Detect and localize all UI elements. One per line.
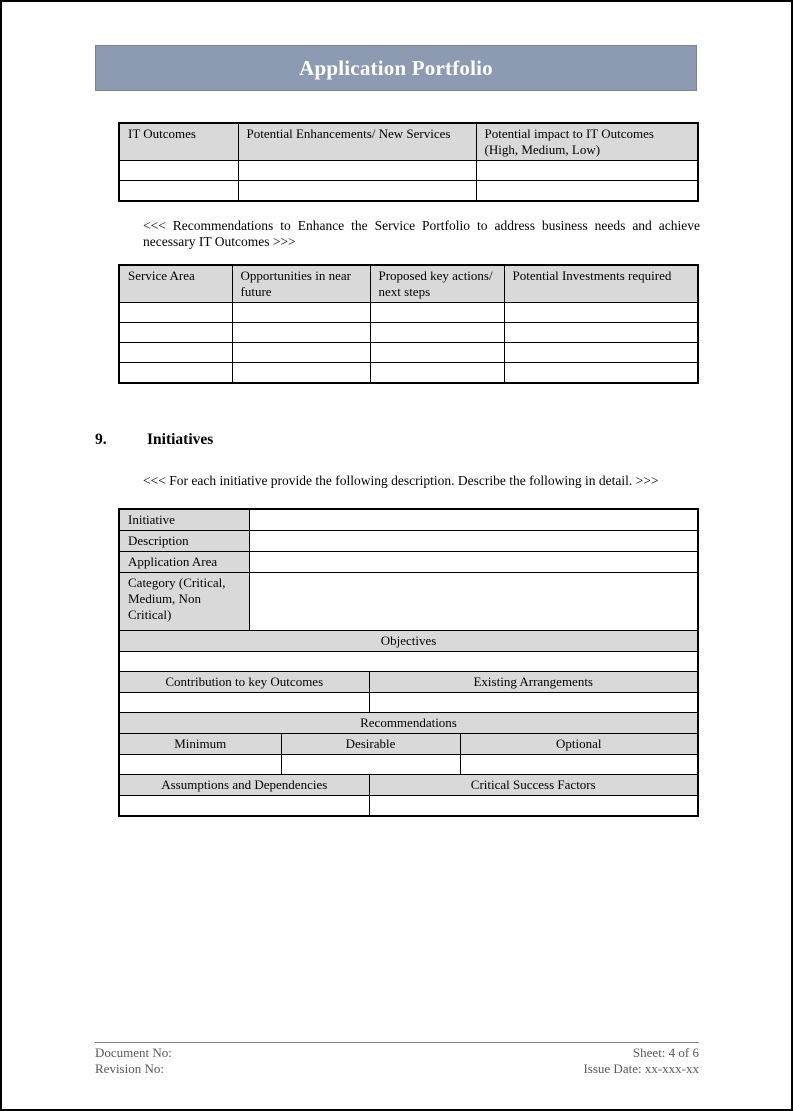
empty-cell[interactable] [119, 323, 232, 343]
empty-cell[interactable] [238, 161, 476, 181]
empty-cell[interactable] [369, 693, 698, 713]
empty-cell[interactable] [460, 755, 698, 775]
empty-cell[interactable] [249, 509, 698, 531]
initiatives-note: <<< For each initiative provide the following description. Describe the following in detail. >>> [143, 473, 659, 488]
revision-no-label: Revision No: [95, 1060, 164, 1076]
empty-cell[interactable] [249, 573, 698, 631]
table-header-row [119, 265, 698, 303]
table-row [119, 181, 698, 201]
section-heading-initiatives [95, 431, 213, 449]
title-banner [95, 45, 697, 91]
column-header-minimum: Minimum [119, 734, 281, 755]
table-row [119, 652, 698, 672]
empty-cell[interactable] [370, 303, 504, 323]
empty-cell[interactable] [504, 343, 698, 363]
column-header: Opportunities in near future [232, 265, 370, 303]
empty-cell[interactable] [119, 693, 369, 713]
empty-cell[interactable] [369, 796, 698, 816]
table-row [119, 734, 698, 755]
empty-cell[interactable] [119, 181, 238, 201]
section-number: 9. [95, 431, 107, 448]
table-row [119, 672, 698, 693]
table-row [119, 343, 698, 363]
footer-left [95, 1045, 172, 1076]
table-row [119, 323, 698, 343]
empty-cell[interactable] [249, 531, 698, 552]
column-header: Potential Enhancements/ New Services [238, 123, 476, 161]
empty-cell[interactable] [249, 552, 698, 573]
section-header-assumptions: Assumptions and Dependencies [119, 775, 369, 796]
table-row [119, 775, 698, 796]
table-row [119, 303, 698, 323]
row-label-description: Description [119, 531, 249, 552]
table-row [119, 531, 698, 552]
empty-cell[interactable] [119, 755, 281, 775]
table-row [119, 161, 698, 181]
page-footer [95, 1042, 699, 1076]
section-title: Initiatives [147, 431, 214, 448]
row-label-category: Category (Critical, Medium, Non Critical) [119, 573, 249, 631]
recommendations-note: <<< Recommendations to Enhance the Service Portfolio to address business needs and achieve necessary IT Outcomes >>> [143, 218, 700, 249]
row-label-initiative: Initiative [119, 509, 249, 531]
empty-cell[interactable] [370, 343, 504, 363]
empty-cell[interactable] [119, 652, 698, 672]
section-header-existing-arrangements: Existing Arrangements [369, 672, 698, 693]
empty-cell[interactable] [119, 303, 232, 323]
table-row [119, 755, 698, 775]
empty-cell[interactable] [232, 343, 370, 363]
empty-cell[interactable] [232, 323, 370, 343]
issue-date: Issue Date: xx-xxx-xx [583, 1060, 699, 1076]
table-row [119, 713, 698, 734]
table-row [119, 363, 698, 383]
empty-cell[interactable] [504, 303, 698, 323]
empty-cell[interactable] [504, 363, 698, 383]
empty-cell[interactable] [281, 755, 460, 775]
table-row [119, 509, 698, 531]
section-header-critical-success: Critical Success Factors [369, 775, 698, 796]
empty-cell[interactable] [238, 181, 476, 201]
empty-cell[interactable] [119, 363, 232, 383]
column-header: IT Outcomes [119, 123, 238, 161]
table-row [119, 573, 698, 631]
table-header-row [119, 123, 698, 161]
page-title: Application Portfolio [299, 56, 493, 80]
empty-cell[interactable] [504, 323, 698, 343]
empty-cell[interactable] [119, 343, 232, 363]
empty-cell[interactable] [232, 303, 370, 323]
empty-cell[interactable] [119, 161, 238, 181]
table-row [119, 796, 698, 816]
column-header: Service Area [119, 265, 232, 303]
column-header: Potential impact to IT Outcomes (High, Medium, Low) [476, 123, 698, 161]
empty-cell[interactable] [370, 323, 504, 343]
empty-cell[interactable] [476, 161, 698, 181]
section-header-objectives: Objectives [119, 631, 698, 652]
initiative-detail-table [118, 508, 699, 817]
table-row [119, 552, 698, 573]
section-header-contribution: Contribution to key Outcomes [119, 672, 369, 693]
column-header: Potential Investments required [504, 265, 698, 303]
sheet-number: Sheet: 4 of 6 [632, 1045, 699, 1060]
it-outcomes-table [118, 122, 699, 202]
empty-cell[interactable] [232, 363, 370, 383]
empty-cell[interactable] [119, 796, 369, 816]
service-area-table [118, 264, 699, 384]
column-header-optional: Optional [460, 734, 698, 755]
table-row [119, 631, 698, 652]
section-header-recommendations: Recommendations [119, 713, 698, 734]
table-row [119, 693, 698, 713]
empty-cell[interactable] [370, 363, 504, 383]
footer-right [583, 1045, 699, 1076]
empty-cell[interactable] [476, 181, 698, 201]
column-header-desirable: Desirable [281, 734, 460, 755]
column-header: Proposed key actions/ next steps [370, 265, 504, 303]
document-no-label: Document No: [95, 1045, 172, 1060]
row-label-application-area: Application Area [119, 552, 249, 573]
